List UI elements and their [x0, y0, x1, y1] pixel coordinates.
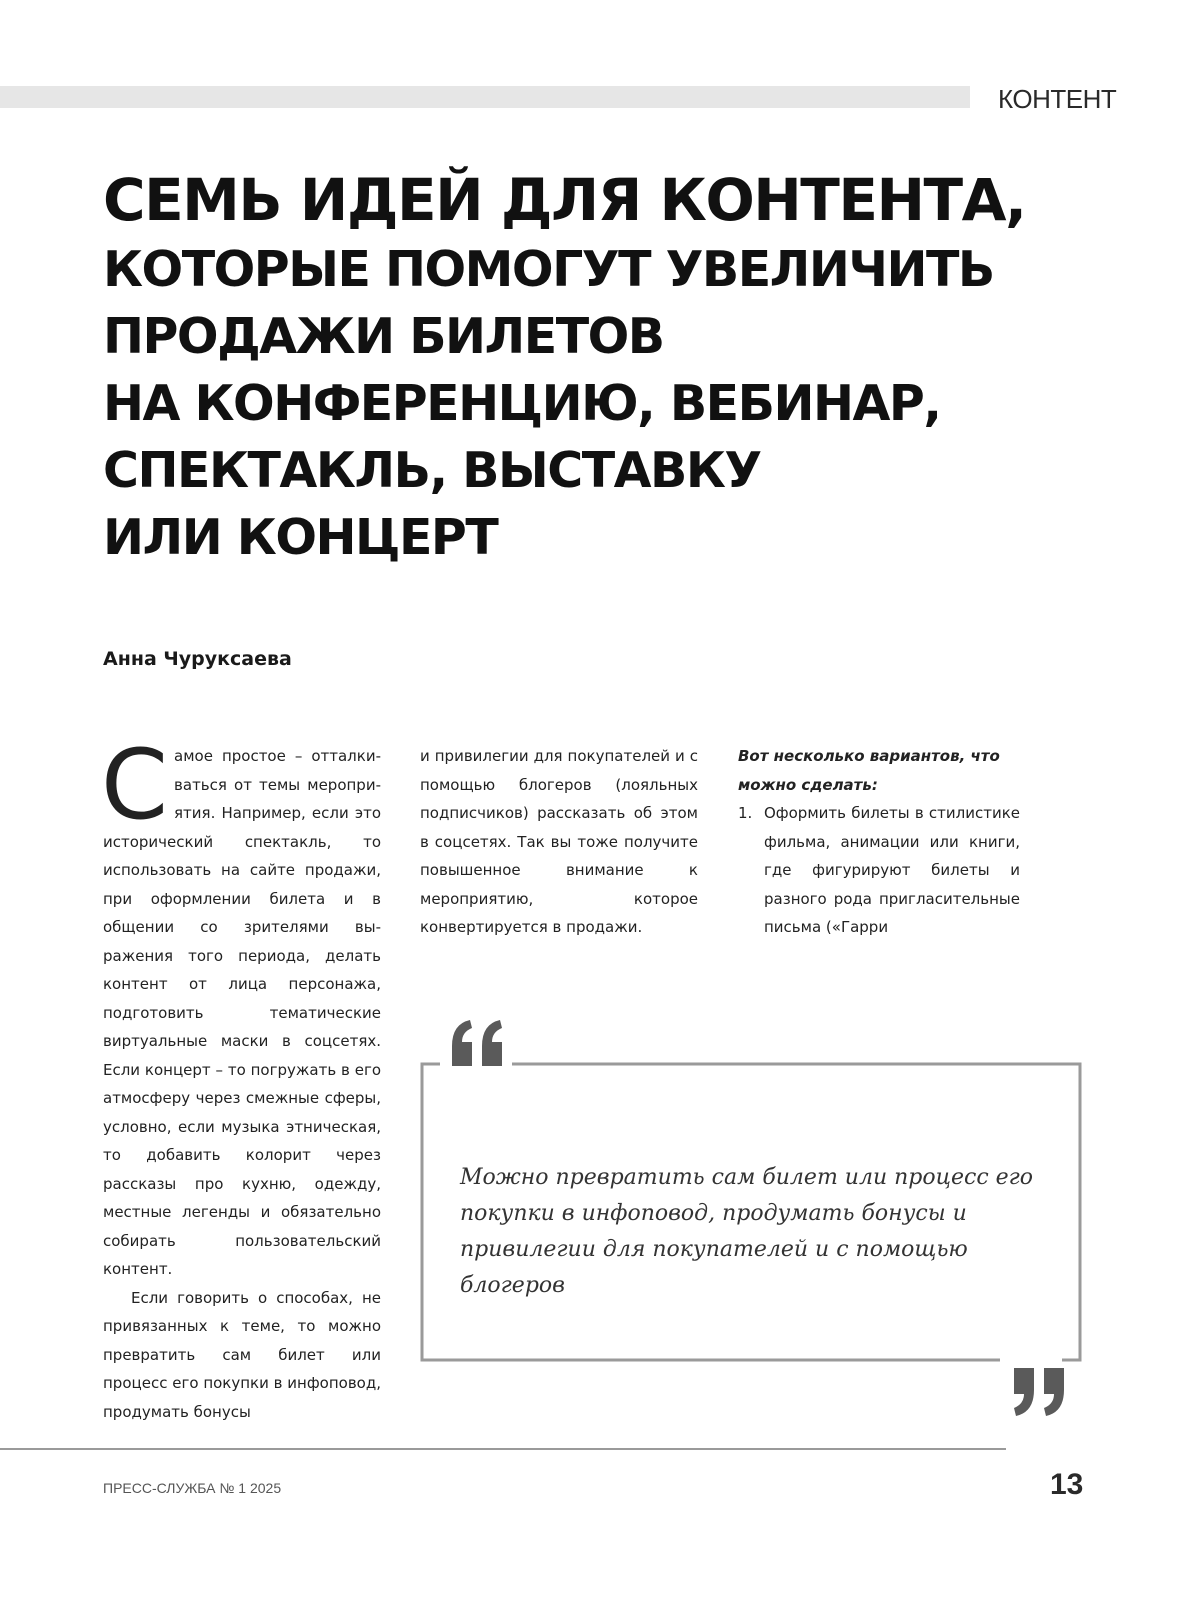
title-line-5: СПЕКТАКЛЬ, ВЫСТАВКУ	[103, 442, 761, 499]
title-line-1: СЕМЬ ИДЕЙ ДЛЯ КОНТЕНТА,	[103, 166, 1026, 234]
publication-name: ПРЕСС-СЛУЖБА № 1 2025	[103, 1480, 282, 1496]
column-3	[738, 742, 1020, 942]
page-number: 13	[1050, 1468, 1084, 1501]
close-quote-icon	[1010, 1364, 1072, 1420]
paragraph-2: Если говорить о способах, не привязанных к теме, то можно превратить сам билет или процесс его покупки в инфоповод, продумать бонусы	[103, 1288, 381, 1421]
paragraph-1	[101, 729, 381, 1284]
open-quote-icon	[448, 1016, 510, 1072]
footer-divider	[0, 1448, 1006, 1450]
section-bar	[0, 86, 970, 108]
column-1	[101, 729, 381, 1426]
list-item	[738, 799, 1020, 942]
column-2	[420, 742, 698, 942]
paragraph-3: и привилегии для покупателей и с помощью блогеров (лояльных подписчиков) рассказать об этом в соцсетях. Так вы тоже получите повышенное внимание к мероприятию, которое конвертируется в продажи.	[420, 747, 698, 936]
pull-quote-text: Можно превратить сам билет или процесс его покупки в инфоповод, продумать бонусы и привилегии для покупателей и с помощью блогеров	[460, 1165, 1034, 1298]
section-label: КОНТЕНТ	[998, 84, 1117, 114]
list-item-number: 1.	[738, 804, 753, 822]
title-line-6: ИЛИ КОНЦЕРТ	[103, 509, 498, 566]
list-item-text: Оформить билеты в стилистике фильма, анимации или книги, где фигурируют билеты и разного рода пригласительные письма («Гарри	[764, 804, 1020, 936]
title-line-4: НА КОНФЕРЕНЦИЮ, ВЕБИНАР,	[103, 375, 941, 432]
drop-cap: С	[101, 729, 169, 841]
article-title	[103, 164, 1103, 571]
list-lead: Вот несколько вариантов, что можно сделать:	[738, 747, 1000, 794]
title-line-3: ПРОДАЖИ БИЛЕТОВ	[103, 308, 664, 365]
title-line-2: КОТОРЫЕ ПОМОГУТ УВЕЛИЧИТЬ	[103, 241, 994, 298]
paragraph-1-text: амое простое – отталкиваться от темы мероприятия. Например, если это исторический спектакль, то использовать на сайте продажи, при оформлении билета и в общении со зрителями выражения того периода, делать контент от лица персонажа, подготовить тематические виртуальные маски в соцсетях. Если концерт – то погружать в его атмосферу через смежные сферы, условно, если музыка этническая, то добавить колорит через рассказы про кухню, одежду, местные легенды и обязательно собирать пользовательский контент.	[103, 747, 381, 1278]
author-name: Анна Чуруксаева	[103, 648, 292, 670]
